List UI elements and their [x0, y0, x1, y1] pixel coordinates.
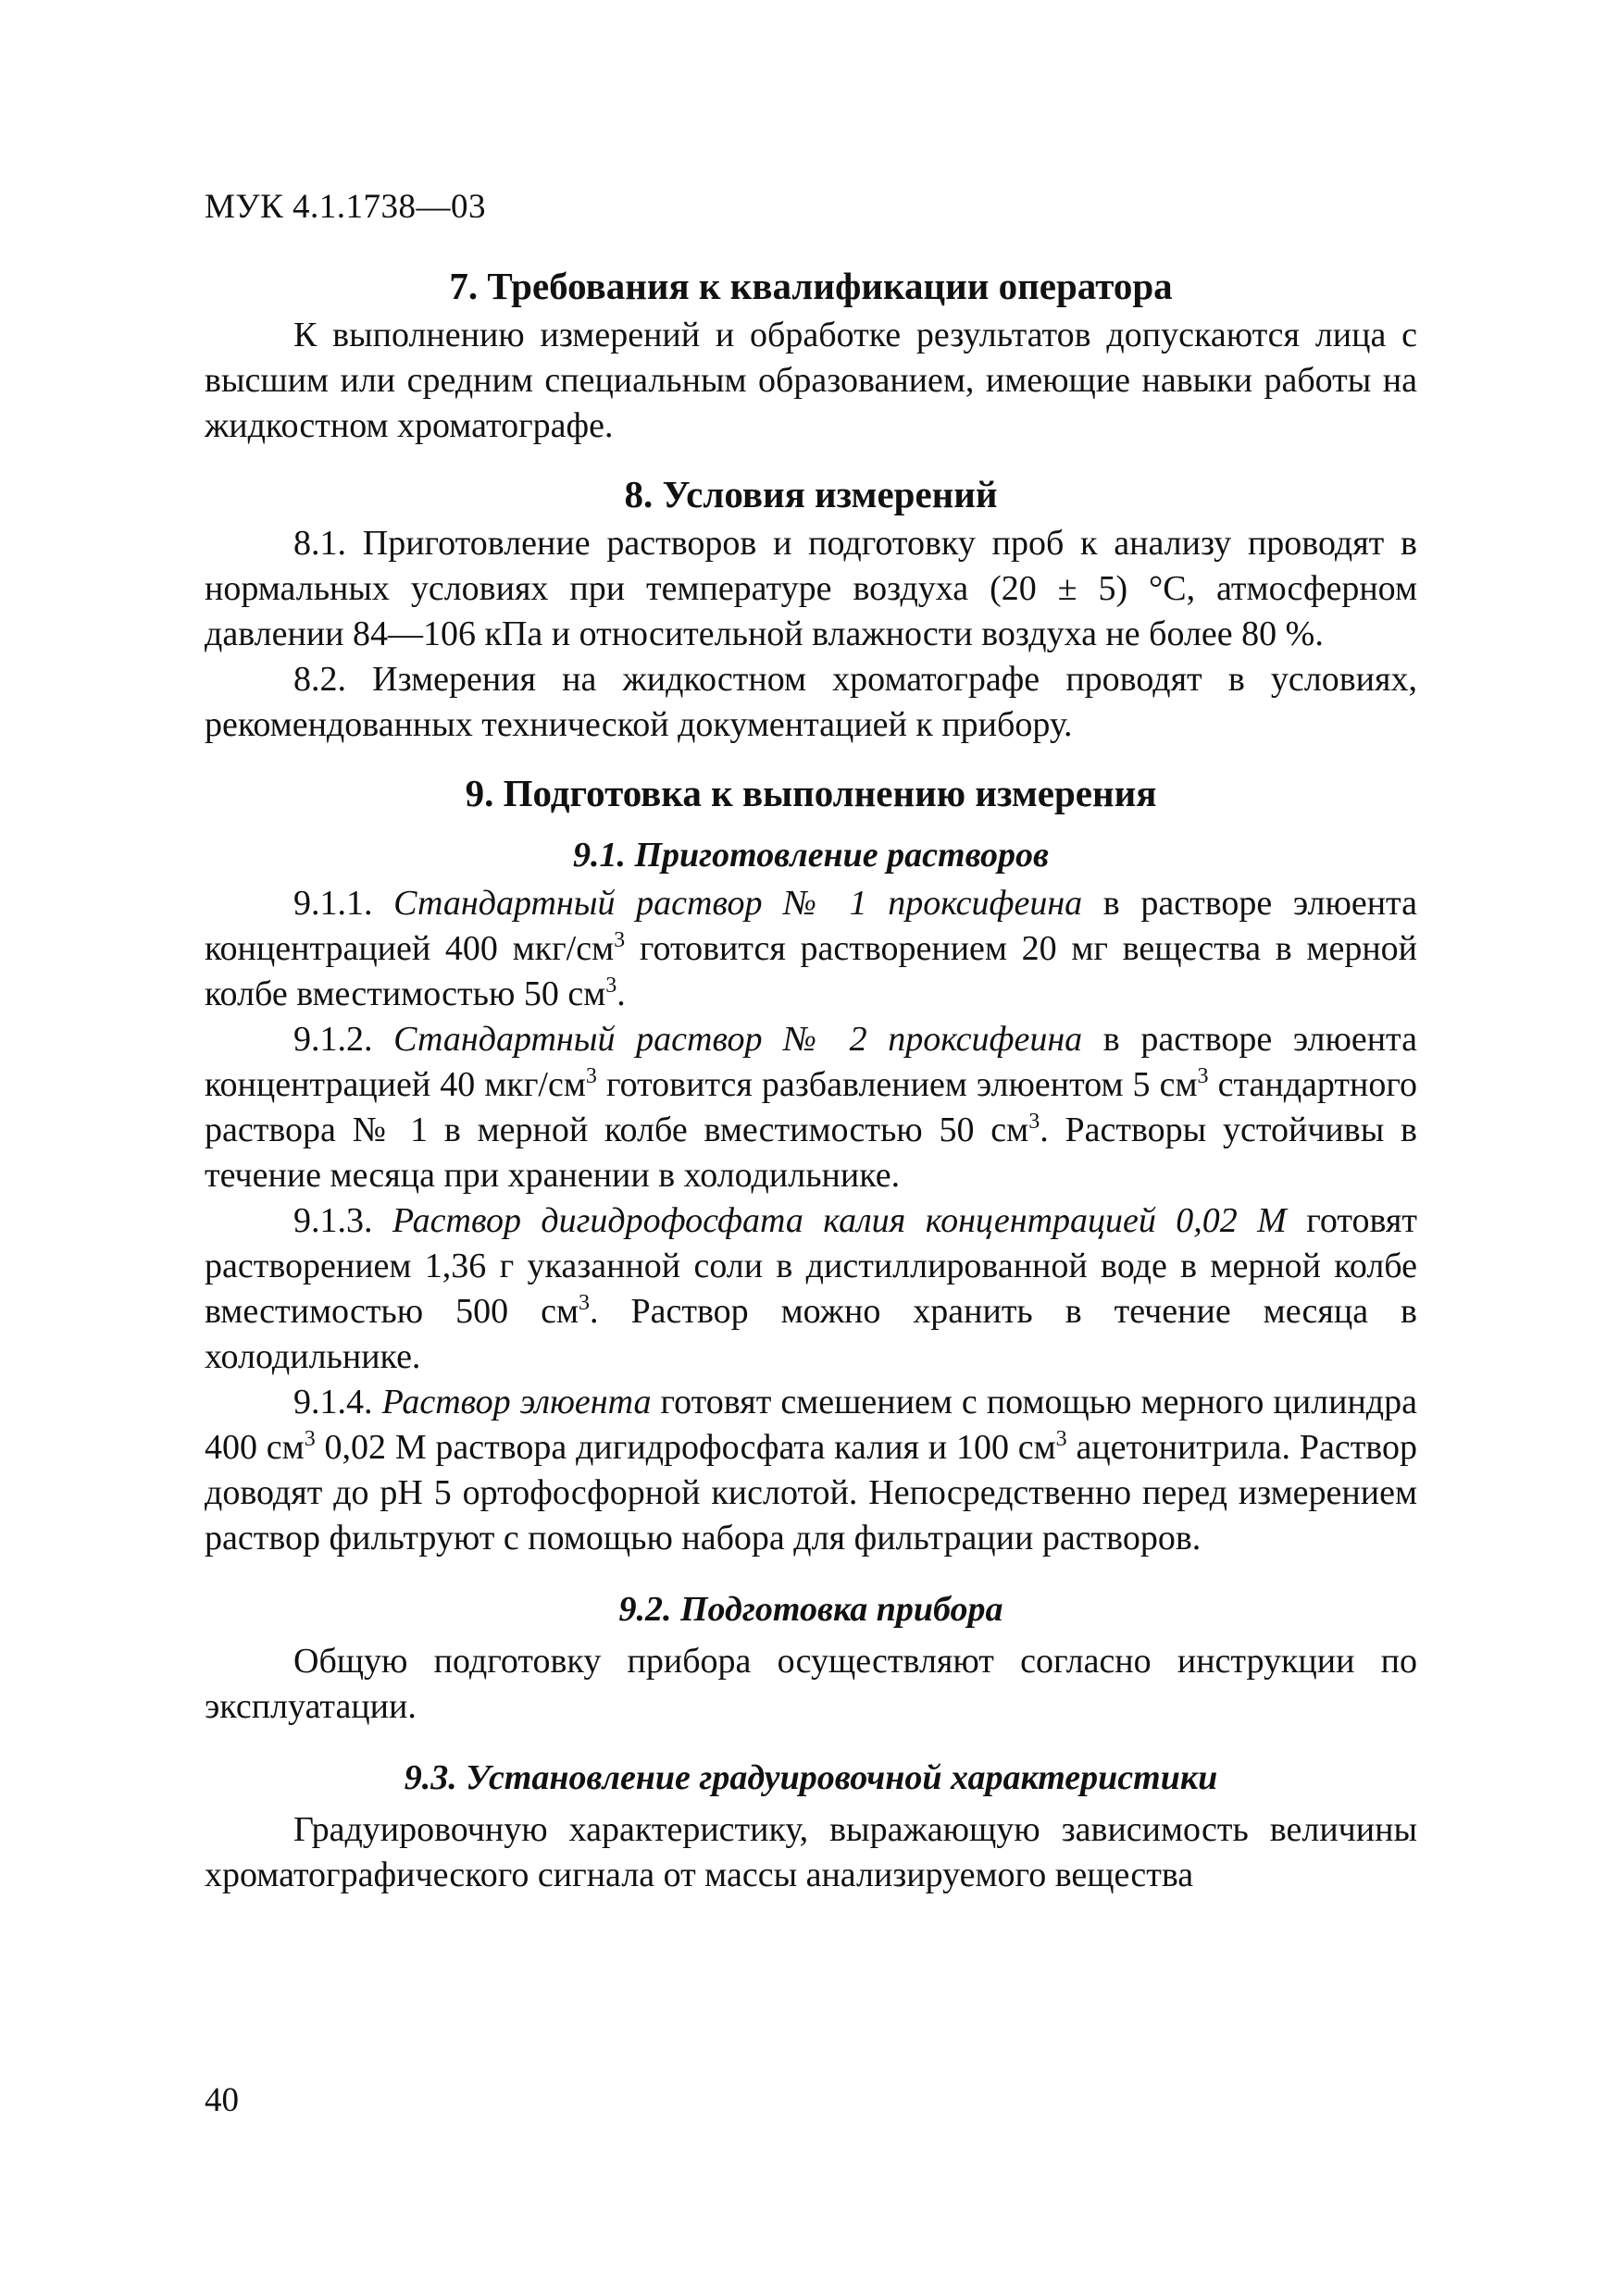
paragraph-8-1: 8.1. Приготовление растворов и подготовку проб к анализу проводят в нормальных условиях при температуре воздуха (20 ± 5) °С, атмосферном давлении 84—106 кПа и относительной влажности воздуха не более 80 %. — [205, 524, 1417, 653]
text-run: готовят смешением с помощью мерного цилиндра 400 см — [205, 1383, 1417, 1467]
page-number: 40 — [205, 2081, 239, 2119]
text-run: стандартного раствора № 1 в мерной колбе вместимостью 50 см — [205, 1065, 1417, 1149]
subsection-9-1-heading: 9.1. Приготовление растворов — [572, 836, 1050, 875]
text-run: готовят растворением 1,36 г указанной соли в дистиллированной воде в мерной колбе вместимостью 500 см — [205, 1201, 1417, 1331]
text-run: в растворе элюента концентрацией 400 мкг/см — [205, 884, 1417, 968]
paragraph-number: 9.1.2. — [293, 1020, 394, 1059]
paragraph-9-1-3 — [205, 1198, 1417, 1380]
paragraph-9-2: Общую подготовку прибора осуществляют согласно инструкции по эксплуатации. — [205, 1642, 1417, 1726]
section-7-heading: 7. Требования к квалификации оператора — [449, 265, 1173, 307]
paragraph-9-1-2 — [205, 1017, 1417, 1198]
section-7-paragraph: К выполнению измерений и обработке результатов допускаются лица с высшим или средним специальным образованием, имеющие навыки работы на жидкостном хроматографе. — [205, 316, 1417, 445]
subsection-9-3-heading: 9.3. Установление градуировочной характеристики — [404, 1758, 1218, 1797]
section-8-heading: 8. Условия измерений — [624, 473, 998, 515]
text-run: . Раствор можно хранить в течение месяца в холодильнике. — [205, 1292, 1417, 1376]
paragraph-9-1-1 — [205, 881, 1417, 1017]
paragraph-number: 9.1.4. — [293, 1383, 382, 1421]
text-run: 0,02 М раствора дигидрофосфата калия и 100 см — [315, 1428, 1056, 1467]
italic-term: Стандартный раствор № 2 проксифеина — [393, 1020, 1083, 1059]
italic-term: Стандартный раствор № 1 проксифеина — [393, 884, 1083, 923]
paragraph-9-3: Градуировочную характеристику, выражающую зависимость величины хроматографического сигнала от массы анализируемого вещества — [205, 1810, 1417, 1894]
superscript: 3 — [1028, 1110, 1040, 1134]
text-run: . — [616, 974, 626, 1013]
text-run: в растворе элюента концентрацией 40 мкг/см — [205, 1020, 1417, 1104]
italic-term: Раствор элюента — [381, 1383, 652, 1421]
subsection-9-2-heading: 9.2. Подготовка прибора — [618, 1590, 1003, 1629]
paragraph-9-1-4 — [205, 1380, 1417, 1561]
superscript: 3 — [585, 1064, 597, 1088]
italic-term: Раствор дигидрофосфата калия концентрацией 0,02 М — [392, 1201, 1287, 1240]
section-9-heading: 9. Подготовка к выполнению измерения — [465, 772, 1157, 814]
superscript: 3 — [1055, 1427, 1067, 1451]
paragraph-number: 9.1.3. — [293, 1201, 392, 1240]
superscript: 3 — [605, 974, 617, 998]
text-run: готовится разбавлением элюентом 5 см — [596, 1065, 1198, 1104]
paragraph-number: 9.1.1. — [293, 884, 394, 923]
superscript: 3 — [579, 1291, 591, 1315]
superscript: 3 — [1197, 1064, 1209, 1088]
page-body — [205, 259, 1417, 1898]
document-code-header: МУК 4.1.1738—03 — [205, 188, 487, 226]
text-run: ацетонитрила. Раствор доводят до pH 5 ортофосфорной кислотой. Непосредственно перед измерением раствор фильтруют с помощью набора для фильтрации растворов. — [205, 1428, 1417, 1558]
text-run: готовится растворением 20 мг вещества в мерной колбе вместимостью 50 см — [205, 929, 1417, 1013]
superscript: 3 — [304, 1427, 316, 1451]
text-run: . Растворы устойчивы в течение месяца при хранении в холодильнике. — [205, 1111, 1417, 1195]
superscript: 3 — [614, 928, 626, 952]
paragraph-8-2: 8.2. Измерения на жидкостном хроматографе проводят в условиях, рекомендованных технической документацией к прибору. — [205, 660, 1417, 744]
